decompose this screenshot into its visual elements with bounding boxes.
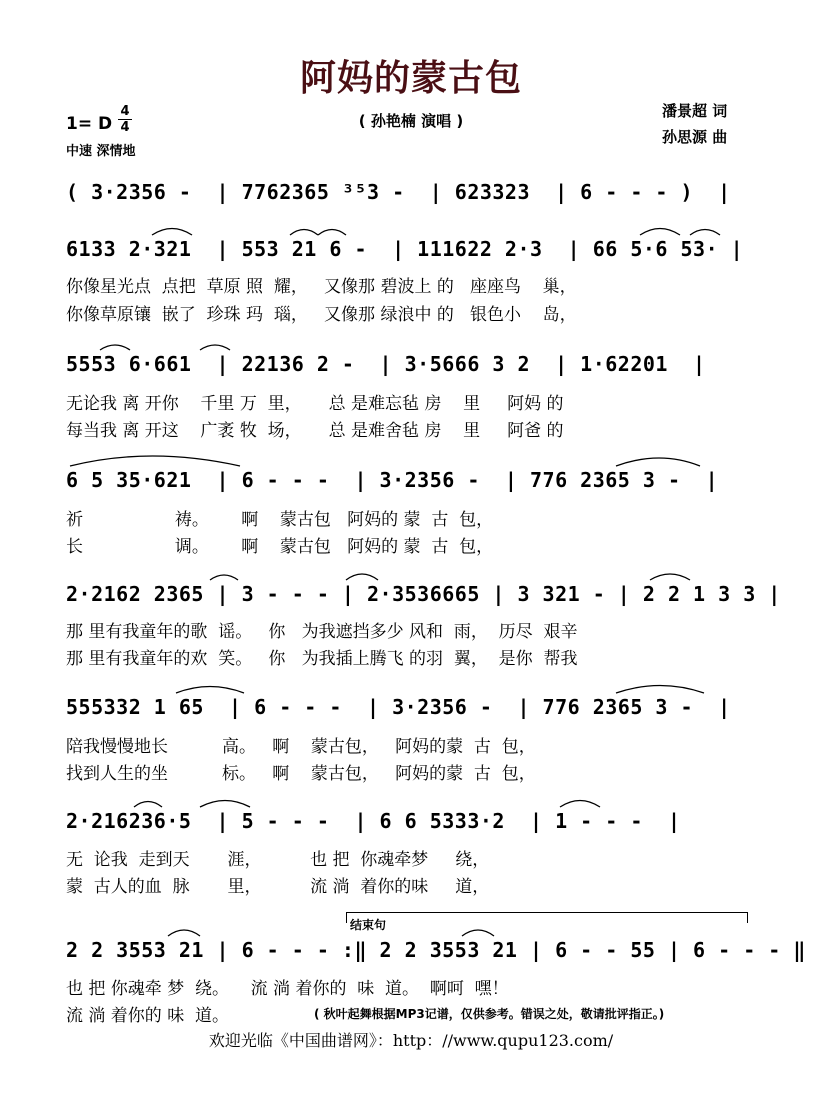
- notation-row-4: 6 5 35·621 | 6 - - - | 3·2356 - | 776 2365 3 - |: [66, 468, 719, 492]
- slur: [134, 802, 162, 808]
- transcription-note: ( 秋叶起舞根据MP3记谱，仅供参考。错误之处，敬请批评指正。): [314, 1007, 665, 1021]
- notation-row-1: ( 3·2356 - | 7762365 ³⁵3 - | 623323 | 6 - - - ) |: [66, 180, 731, 204]
- slur: [168, 930, 200, 936]
- slur: [200, 801, 250, 808]
- singer-credit: ( 孙艳楠 演唱 ): [358, 112, 464, 130]
- notation-row-8: 2 2 3553 21 | 6 - - - :‖ 2 2 3553 21 | 6 - - 55 | 6 - - - ‖: [66, 938, 806, 962]
- lyric-verse1-row-7: 无 论我 走到天 涯， 也 把 你魂牵梦 绕，: [66, 850, 490, 870]
- slur: [70, 456, 240, 466]
- lyric-verse2-row-6: 找到人生的坐 标。 啊 蒙古包， 阿妈的蒙 古 包，: [66, 764, 536, 784]
- lyric-verse2-row-3: 每当我 离 开这 广袤 牧 场， 总 是难舍毡 房 里 阿爸 的: [66, 421, 564, 441]
- ending-label: 结束句: [350, 918, 387, 932]
- notation-row-5: 2·2162 2365 | 3 - - - | 2·3536665 | 3 321 - | 2 2 1 3 3 |: [66, 582, 781, 606]
- lyricist-credit: 潘景超 词: [662, 102, 728, 120]
- lyric-verse1-row-5: 那 里有我童年的歌 谣。 你 为我遮挡多少 风和 雨， 历尽 艰辛: [66, 622, 578, 642]
- slur: [616, 458, 700, 466]
- slur: [346, 574, 378, 580]
- notation-row-3: 5553 6·661 | 22136 2 - | 3·5666 3 2 | 1·62201 |: [66, 352, 706, 376]
- tempo-marking: 中速 深情地: [66, 144, 136, 159]
- slur: [650, 574, 690, 580]
- slur: [100, 345, 130, 350]
- lyric-verse1-row-6: 陪我慢慢地长 高。 啊 蒙古包， 阿妈的蒙 古 包，: [66, 737, 536, 757]
- song-title: 阿妈的蒙古包: [299, 58, 522, 99]
- slur: [616, 686, 704, 694]
- lyric-verse2-row-4: 长 调。 啊 蒙古包 阿妈的 蒙 古 包，: [66, 537, 494, 557]
- lyric-verse2-row-8: 流 淌 着你的 味 道。: [66, 1006, 230, 1026]
- lyric-verse1-row-3: 无论我 离 开你 千里 万 里， 总 是难忘毡 房 里 阿妈 的: [66, 394, 564, 414]
- ending-bracket: [346, 912, 748, 923]
- slur: [200, 345, 230, 350]
- time-signature-bottom: 4: [120, 120, 130, 135]
- slur: [210, 575, 238, 580]
- composer-credit: 孙思源 曲: [662, 128, 728, 146]
- slur: [318, 230, 346, 236]
- time-signature-top: 4: [120, 104, 130, 119]
- lyric-verse1-row-2: 你像星光点 点把 草原 照 耀， 又像那 碧波上 的 座座鸟 巢，: [66, 277, 577, 297]
- lyric-verse1-row-8: 也 把 你魂牵 梦 绕。 流 淌 着你的 味 道。 啊呵 嘿！: [66, 979, 509, 999]
- slur: [462, 930, 494, 936]
- notation-row-6: 555332 1 65 | 6 - - - | 3·2356 - | 776 2365 3 - |: [66, 695, 731, 719]
- key-signature: 1= D: [66, 114, 113, 134]
- notation-row-2: 6133 2·321 | 553 21 6 - | 111622 2·3 | 66 5·6 53· |: [66, 237, 744, 261]
- lyric-verse2-row-2: 你像草原镶 嵌了 珍珠 玛 瑙， 又像那 绿浪中 的 银色小 岛，: [66, 305, 577, 325]
- lyric-verse1-row-4: 祈 祷。 啊 蒙古包 阿妈的 蒙 古 包，: [66, 510, 494, 530]
- slur: [152, 229, 192, 236]
- slur: [560, 801, 600, 808]
- notation-row-7: 2·216236·5 | 5 - - - | 6 6 5333·2 | 1 - - - |: [66, 809, 681, 833]
- slur: [690, 230, 720, 236]
- lyric-verse2-row-7: 蒙 古人的血 脉 里， 流 淌 着你的味 道，: [66, 877, 490, 897]
- lyric-verse2-row-5: 那 里有我童年的欢 笑。 你 为我插上腾飞 的羽 翼， 是你 帮我: [66, 649, 578, 669]
- slur: [176, 687, 244, 694]
- slur: [290, 230, 318, 236]
- site-footer: 欢迎光临《中国曲谱网》：http：//www.qupu123.com/: [208, 1031, 614, 1050]
- slur: [640, 229, 680, 236]
